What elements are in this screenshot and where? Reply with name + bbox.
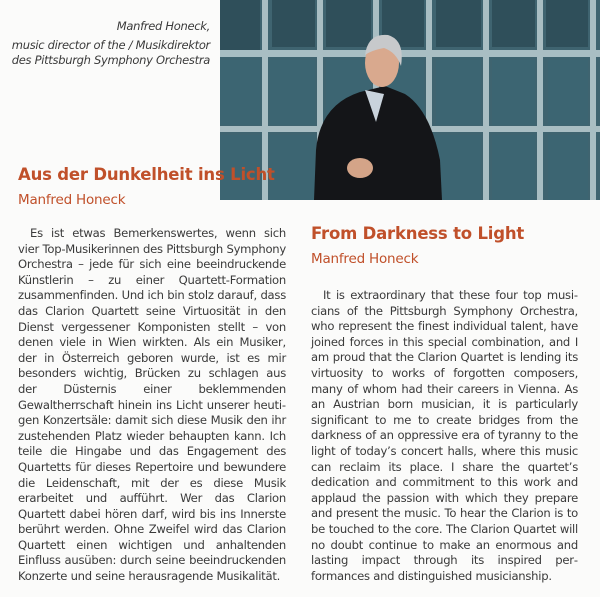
photo-caption bbox=[10, 19, 210, 69]
article-author: Manfred Honeck bbox=[311, 251, 419, 267]
article-title: Aus der Dunkelheit ins Licht bbox=[18, 165, 275, 184]
caption-name: Manfred Honeck, bbox=[116, 19, 210, 33]
article-author: Manfred Honeck bbox=[18, 192, 126, 208]
article-english bbox=[311, 224, 578, 596]
article-german bbox=[18, 165, 286, 596]
article-body: It is extraordinary that these four top musicians of the Pittsburgh Symphony Orchestra, who represent the finest individual talent, have joined forces in this special combination, and I am proud that the Clarion Quartet is lending its virtuosity to works of forgotten composers, many of whom had their careers in Vienna. As an Austrian born musician, it is particularly significant to me to create bridges from the darkness of an oppressive era of tyranny to the light of today’s concert halls, where this music can reclaim its place. I share the quartet’s dedication and commitment to this work and applaud the passion with which they prepare and present the music. To hear the Clarion is to be touched to the core. The Clarion Quartet will no doubt continue to make an enormous and lasting impact through its inspired performances and distinguished musicianship. bbox=[311, 288, 578, 583]
article-body: Es ist etwas Bemerkenswertes, wenn sich vier Top-Musikerinnen des Pittsburgh Symphony Orchestra – jede für sich eine beeindruckende Künstlerin – zu einer Quartett-Formation zusammenfinden. Und ich bin stolz darauf, dass das Clarion Quartett seine Virtuosität in den Dienst vergessener Komponisten stellt – von denen viele in Wien wirkten. Als ein Musiker, der in Österreich geboren wurde, ist es mir besonders wichtig, Brücken zu schlagen aus der Düsternis einer beklemmenden Gewaltherrschaft hinein ins Licht unserer heutigen Konzertsäle: damit sich diese Musik den ihr zustehenden Platz wieder behaupten kann. Ich teile die Hingabe und das Engagement des Quartetts für dieses Repertoire und bewundere die Leidenschaft, mit der es diese Musik erarbeitet und aufführt. Wer das Clarion Quartett dabei hören darf, wird bis ins Innerste berührt werden. Ohne Zweifel wird das Clarion Quartett einen wichtigen und anhaltenden Einfluss ausüben: durch seine beeindruckenden Konzerte und seine herausragende Musikalität. bbox=[18, 226, 286, 584]
caption-role: music director of the / Musikdirektor des Pittsburgh Symphony Orchestra bbox=[11, 37, 210, 67]
article-title: From Darkness to Light bbox=[311, 224, 525, 243]
